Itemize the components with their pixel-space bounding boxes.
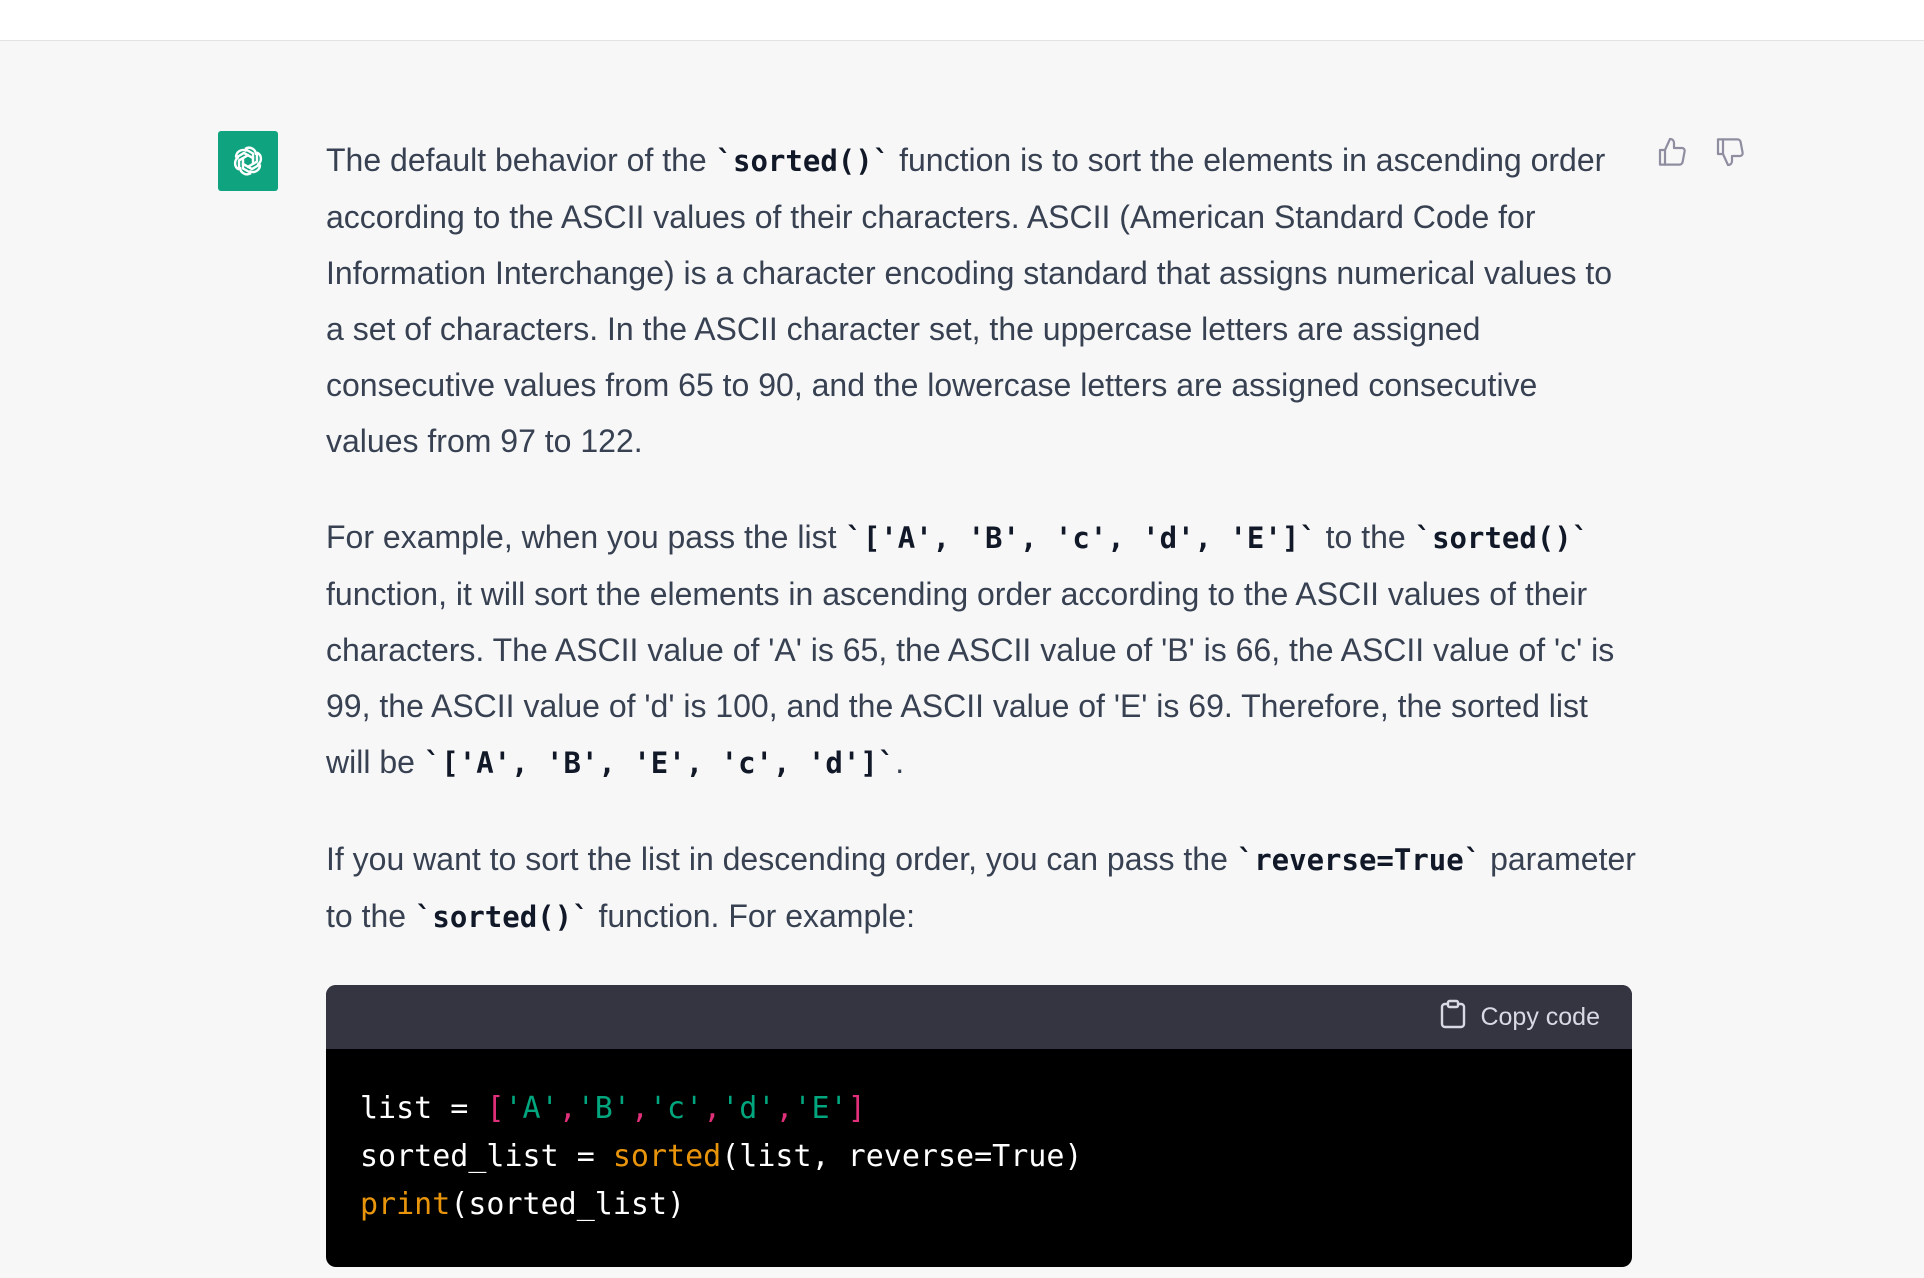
code-line xyxy=(360,1085,1598,1133)
paragraph-text: function, it will sort the elements in ascending order according to the ASCII values of their characters. The ASCII value of 'A' is 65, the ASCII value of 'B' is 66, the ASCII value of 'c' is 99, the ASCII value of 'd' is 100, and the ASCII value of 'E' is 69. Therefore, the sorted list will be xyxy=(326,576,1615,780)
message-paragraph xyxy=(326,509,1636,791)
paragraph-text: function is to sort the elements in ascending order according to the ASCII values of their characters. ASCII (American Standard Code for Information Interchange) is a character encoding standard that assigns numerical values to a set of characters. In the ASCII character set, the uppercase letters are assigned consecutive values from 65 to 90, and the lowercase letters are assigned consecutive values from 97 to 122. xyxy=(326,142,1613,459)
top-bar xyxy=(0,0,1924,41)
inline-code: `sorted()` xyxy=(715,144,891,178)
copy-code-button[interactable] xyxy=(1440,999,1600,1036)
code-token: , xyxy=(703,1091,722,1126)
code-line xyxy=(360,1181,1598,1229)
thumbs-up-button[interactable] xyxy=(1655,137,1689,171)
inline-code: `['A', 'B', 'c', 'd', 'E']` xyxy=(845,521,1317,555)
code-token: 'B' xyxy=(576,1091,631,1126)
message-paragraph xyxy=(326,831,1636,945)
code-block-header xyxy=(326,985,1632,1049)
message-content xyxy=(326,132,1636,1267)
clipboard-icon xyxy=(1440,999,1466,1036)
inline-code: `sorted()` xyxy=(414,900,590,934)
paragraph-text: parameter to the xyxy=(326,841,1636,934)
copy-code-label: Copy code xyxy=(1480,1002,1600,1031)
code-token: (list, reverse=True) xyxy=(721,1139,1083,1174)
message-paragraph xyxy=(326,132,1636,469)
code-token: 'E' xyxy=(793,1091,848,1126)
code-token: [ xyxy=(486,1091,505,1126)
paragraph-text: function. For example: xyxy=(589,898,916,934)
code-token: sorted_list = xyxy=(360,1139,613,1174)
code-token: print xyxy=(360,1187,451,1222)
thumbs-down-button[interactable] xyxy=(1713,137,1747,171)
code-token: , xyxy=(775,1091,794,1126)
paragraph-text: to the xyxy=(1316,519,1415,555)
paragraph-text: For example, when you pass the list xyxy=(326,519,846,555)
assistant-message xyxy=(0,41,1924,1278)
code-token: (sorted_list) xyxy=(450,1187,686,1222)
openai-logo-icon xyxy=(218,131,278,191)
code-token: , xyxy=(558,1091,577,1126)
paragraph-text: If you want to sort the list in descending order, you can pass the xyxy=(326,841,1237,877)
code-token: , xyxy=(630,1091,649,1126)
code-line xyxy=(360,1133,1598,1181)
code-token: 'd' xyxy=(721,1091,776,1126)
code-token: sorted xyxy=(612,1139,722,1174)
paragraph-text: The default behavior of the xyxy=(326,142,716,178)
thumbs-up-icon xyxy=(1657,136,1687,173)
inline-code: `reverse=True` xyxy=(1236,843,1482,877)
code-token: 'c' xyxy=(649,1091,704,1126)
code-body[interactable] xyxy=(326,1049,1632,1267)
paragraph-text: . xyxy=(895,744,905,780)
code-token: list = xyxy=(360,1091,487,1126)
inline-code: `sorted()` xyxy=(1414,521,1590,555)
code-block xyxy=(326,985,1632,1267)
feedback-buttons xyxy=(1655,137,1747,171)
inline-code: `['A', 'B', 'E', 'c', 'd']` xyxy=(423,746,896,780)
code-token: 'A' xyxy=(504,1091,559,1126)
code-token: ] xyxy=(847,1091,866,1126)
thumbs-down-icon xyxy=(1715,136,1745,173)
